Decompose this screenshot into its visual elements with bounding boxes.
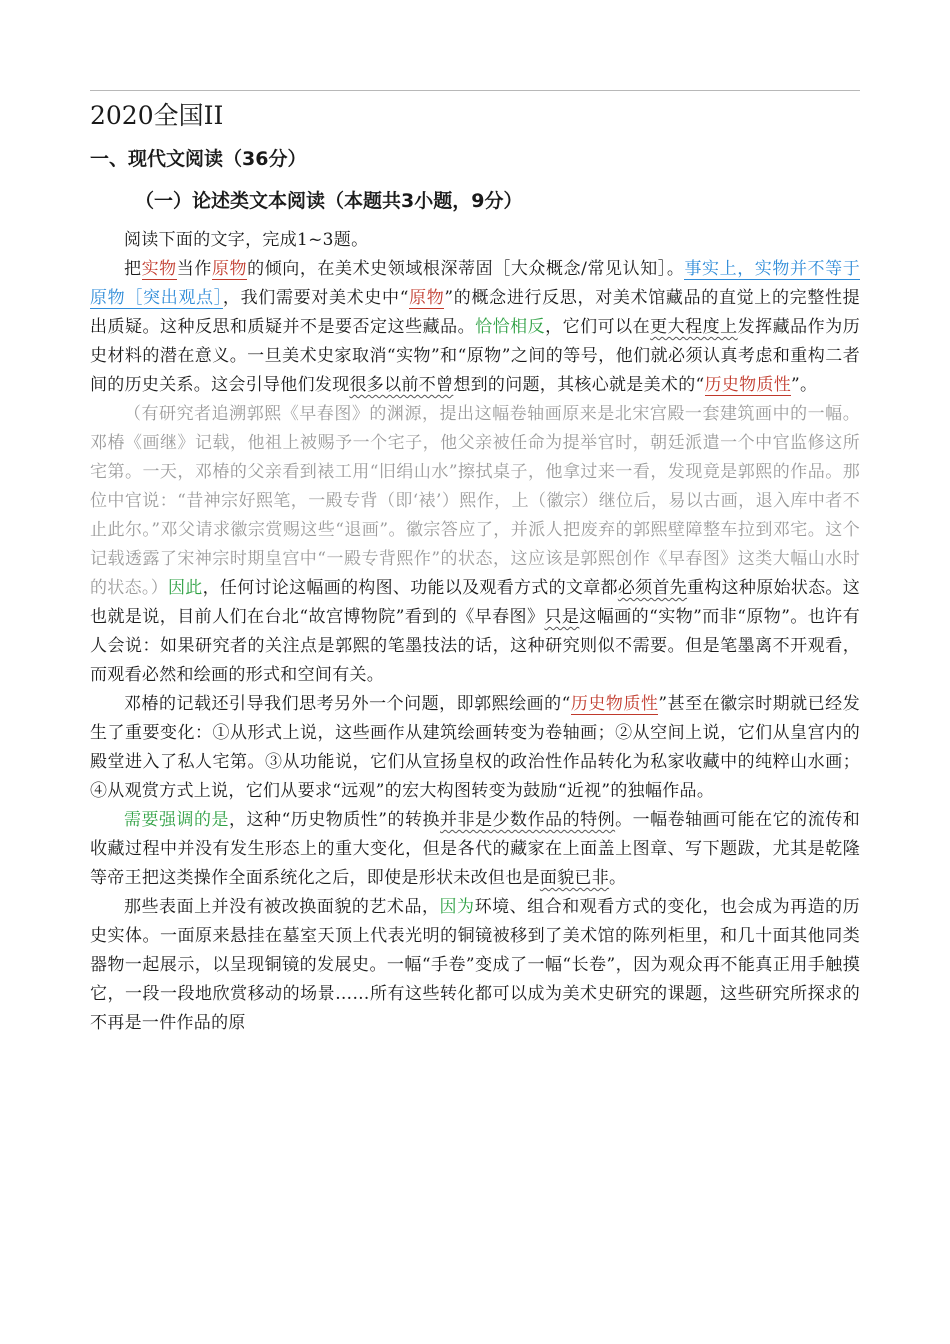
paragraph-4 bbox=[90, 806, 860, 893]
p1-text: 把 bbox=[124, 259, 142, 279]
p1-text: 想到的问题，其核心就是美术的“ bbox=[453, 375, 705, 395]
paragraph-2 bbox=[90, 400, 860, 690]
p1-text: 发挥藏品作为历史材料的潜在意义。一旦美术史家取消“实物”和“原物”之间的等号，他们就必须认真考虑和重构二者间的历史关系。这会引导他们发现 bbox=[90, 317, 860, 395]
subsection-heading: （一）论述类文本阅读（本题共3小题，9分） bbox=[135, 190, 523, 212]
p1-term-yuanwu-2: 原物 bbox=[408, 288, 445, 308]
p4-wavy-phrase: 并非是少数作品的特例 bbox=[440, 810, 616, 830]
p1-text: ，我们需要对美术史中“ bbox=[222, 288, 409, 308]
header-rule bbox=[90, 90, 860, 91]
p4-text: 。 bbox=[609, 868, 627, 888]
paragraph-1 bbox=[90, 255, 860, 400]
p2-text: 重构这种原始状态。这也就是说，目前人们在台北“故宫博物院”看到的《早春图》 bbox=[90, 578, 861, 627]
p1-term-shiwu: 实物 bbox=[141, 259, 177, 279]
p3-term-historical-materiality: 历史物质性 bbox=[570, 694, 659, 714]
p4-connective: 需要强调的是 bbox=[124, 810, 230, 830]
p1-text: ”。 bbox=[791, 375, 818, 395]
p2-text: 这幅画的“实物”而非“原物”。也许有人会说：如果研究者的关注点是郭熙的笔墨技法的话，这种研究则似不需要。但是笔墨离不开观看，而观看必然和绘画的形式和空间有关。 bbox=[90, 607, 860, 685]
p4-text: ，这种“历史物质性”的转换 bbox=[229, 810, 441, 830]
p1-wavy-phrase-2: 很多以前不曾 bbox=[349, 375, 454, 395]
p1-text: 的倾向，在美术史领域根深蒂固［大众概念/常见认知］。 bbox=[247, 259, 685, 279]
paragraph-3 bbox=[90, 690, 860, 806]
p3-text: 邓椿的记载还引导我们思考另外一个问题，即郭熙绘画的“ bbox=[124, 694, 571, 714]
p2-wavy-phrase: 必须首先 bbox=[617, 578, 688, 598]
paragraph-5 bbox=[90, 893, 860, 1038]
p5-text: 环境、组合和观看方式的变化，也会成为再造的历史实体。一面原来悬挂在墓室天顶上代表光明的铜镜被移到了美术馆的陈列柜里，和几十面其他同类器物一起展示，以呈现铜镜的发展史。一幅“手卷”变成了一幅“长卷”，因为观众再不能真正用手触摸它，一段一段地欣赏移动的场景……所有这些转化都可以成为美术史研究的课题，这些研究所探求的不再是一件作品的原 bbox=[90, 897, 860, 1033]
p2-wavy-phrase-2: 只是 bbox=[544, 607, 580, 627]
p5-connective: 因为 bbox=[439, 897, 475, 917]
p3-text: ”甚至在徽宗时期就已经发生了重要变化：①从形式上说，这些画作从建筑绘画转变为卷轴画；②从空间上说，它们从皇宫内的殿堂进入了私人宅第。③从功能说，它们从宣扬皇权的政治性作品转化为私家收藏中的纯粹山水画；④从观赏方式上说，它们从要求“远观”的宏大构图转变为鼓励“近视”的独幅作品。 bbox=[90, 694, 860, 801]
p1-term-yuanwu: 原物 bbox=[211, 259, 248, 279]
doc-title: 2020全国II bbox=[90, 101, 224, 130]
p1-text: ，它们可以在 bbox=[545, 317, 651, 337]
p2-text: ，任何讨论这幅画的构图、功能以及观看方式的文章都 bbox=[202, 578, 618, 598]
p1-connective: 恰恰相反 bbox=[475, 317, 546, 337]
p4-wavy-phrase-2: 面貌已非 bbox=[539, 868, 610, 888]
section-heading: 一、现代文阅读（36分） bbox=[90, 148, 307, 170]
p2-grey-example: （有研究者追溯郭熙《早春图》的渊源，提出这幅卷轴画原来是北宋宫殿一套建筑画中的一幅。邓椿《画继》记载，他祖上被赐予一个宅子，他父亲被任命为提举官时，朝廷派遣一个中官监修这所宅第。一天，邓椿的父亲看到裱工用“旧绢山水”擦拭桌子，他拿过来一看，发现竟是郭熙的作品。那位中官说：“昔神宗好熙笔，一殿专背（即‘裱’）熙作，上（徽宗）继位后，易以古画，退入库中者不止此尔。”邓父请求徽宗赏赐这些“退画”。徽宗答应了，并派人把废弃的郭熙壁障整车拉到邓宅。这个记载透露了宋神宗时期皇宫中“一殿专背熙作”的状态，这应该是郭熙创作《早春图》这类大幅山水时的状态。） bbox=[90, 404, 860, 598]
document-body bbox=[90, 98, 860, 1038]
p1-text: ”的概念进行反思，对美术馆藏品的直觉上的完整性提出质疑。这种反思和质疑并不是要否定这些藏品。 bbox=[90, 288, 860, 337]
p4-text: 。一幅卷轴画可能在它的流传和收藏过程中并没有发生形态上的重大变化，但是各代的藏家在上面盖上图章、写下题跋，尤其是乾隆等帝王把这类操作全面系统化之后，即使是形状未改但也是 bbox=[90, 810, 861, 888]
p5-text: 那些表面上并没有被改换面貌的艺术品， bbox=[124, 897, 440, 917]
p1-text: 当作 bbox=[176, 259, 212, 279]
p1-term-historical-materiality: 历史物质性 bbox=[704, 375, 792, 395]
p2-connective: 因此 bbox=[168, 578, 203, 598]
instruction: 阅读下面的文字，完成1~3题。 bbox=[124, 230, 369, 250]
p1-wavy-phrase: 更大程度上 bbox=[650, 317, 738, 337]
p1-key-claim: 事实上，实物并不等于原物［突出观点］ bbox=[90, 259, 861, 308]
